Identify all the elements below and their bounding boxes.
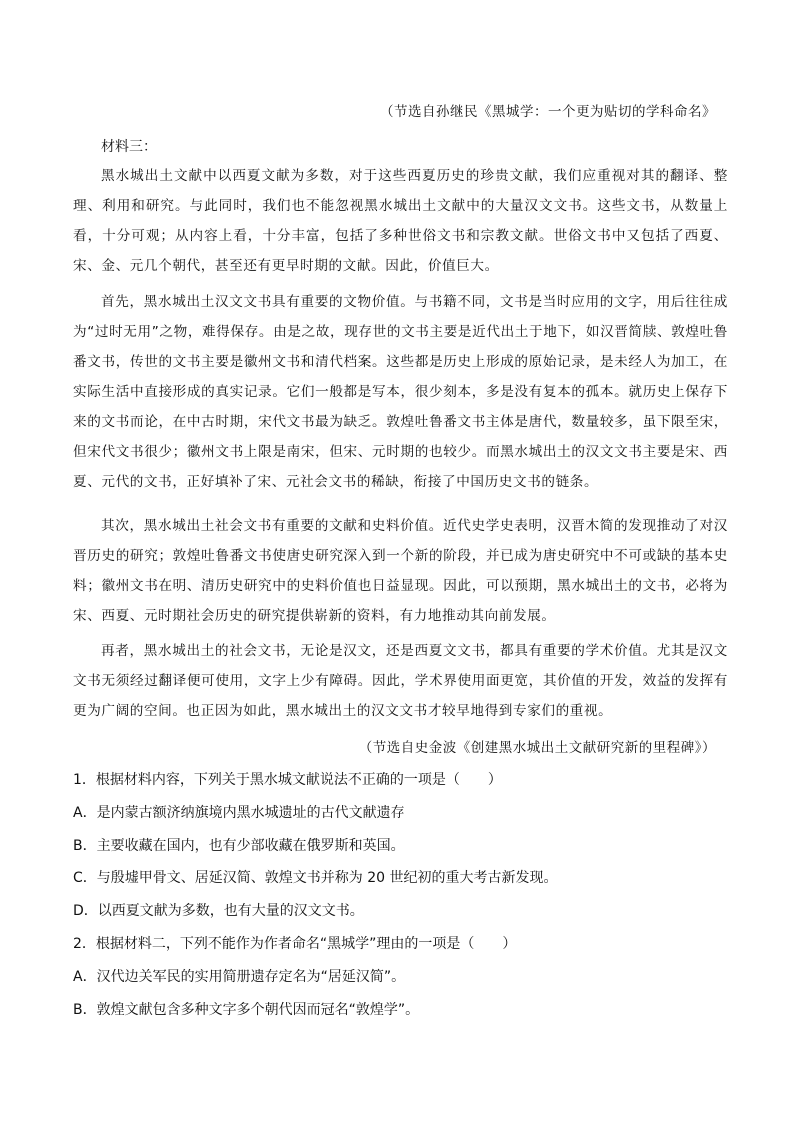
paragraph-2: 首先，黑水城出土汉文文书具有重要的文物价值。与书籍不同，文书是当时应用的文字，用后往往成为“过时无用”之物，难得保存。由是之故，现存世的文书主要是近代出土于地下，如汉晋简牍、敦煌吐鲁番文书，传世的文书主要是徽州文书和清代档案。这些都是历史上形成的原始记录，是未经人为加工，在实际生活中直接形成的真实记录。它们一般都是写本，很少刻本，多是没有复本的孤本。就历史上保存下来的文书而论，在中古时期，宋代文书最为缺乏。敦煌吐鲁番文书主体是唐代，数量较多，虽下限至宋，但宋代文书很少；徽州文书上限是南宋，但宋、元时期的也较少。而黑水城出土的汉文文书主要是宋、西夏、元代的文书，正好填补了宋、元社会文书的稀缺，衔接了中国历史文书的链条。 [73,294,728,490]
question-1-option-c: C．与殷墟甲骨文、居延汉简、敦煌文书并称为 20 世纪初的重大考古新发现。 [73,870,558,887]
question-list [73,764,733,1026]
paragraph-1: 黑水城出土文献中以西夏文献为多数，对于这些西夏历史的珍贵文献，我们应重视对其的翻译、整理、利用和研究。与此同时，我们也不能忽视黑水城出土文献中的大量汉文文书。这些文书，从数量上看，十分可观；从内容上看，十分丰富，包括了多种世俗文书和宗教文献。世俗文书中又包括了西夏、宋、金、元几个朝代，甚至还有更早时期的文献。因此，价值巨大。 [73,168,728,274]
source-citation-bottom: （节选自史金波《创建黑水城出土文献研究新的里程碑》） [358,740,716,756]
paragraph-4: 再者，黑水城出土的社会文书，无论是汉文，还是西夏文文书，都具有重要的学术价值。尤其是汉文文书无须经过翻译便可使用，文字上少有障碍。因此，学术界使用面更宽，其价值的开发，效益的发挥有更为广阔的空间。也正因为如此，黑水城出土的汉文文书才较早地得到专家们的重视。 [73,643,728,719]
material-label: 材料三： [101,139,157,155]
question-2-option-b: B．敦煌文献包含多种文字多个朝代因而冠名“敦煌学”。 [73,1001,420,1018]
question-1-option-a: A．是内蒙古额济纳旗境内黑水城遗址的古代文献遗存 [73,804,405,821]
question-1-option-b: B．主要收藏在国内，也有少部收藏在俄罗斯和英国。 [73,837,405,854]
question-1-stem: 1．根据材料内容，下列关于黑水城文献说法不正确的一项是（ ） [73,772,502,788]
paragraph-3: 其次，黑水城出土社会文书有重要的文献和史料价值。近代史学史表明，汉晋木简的发现推动了对汉晋历史的研究；敦煌吐鲁番文书使唐史研究深入到一个新的阶段，并已成为唐史研究中不可或缺的基本史料；徽州文书在明、清历史研究中的史料价值也日益显现。因此，可以预期，黑水城出土的文书，必将为宋、西夏、元时期社会历史的研究提供崭新的资料，有力地推动其向前发展。 [73,518,728,624]
question-2-stem: 2．根据材料二，下列不能作为作者命名“黑城学”理由的一项是（ ） [73,935,517,952]
source-citation-top: （节选自孙继民《黑城学：一个更为贴切的学科命名》 [380,104,716,120]
question-2-option-a: A．汉代边关军民的实用简册遗存定名为“居延汉简”。 [73,968,406,985]
question-1-option-d: D．以西夏文献为多数，也有大量的汉文文书。 [73,903,364,920]
